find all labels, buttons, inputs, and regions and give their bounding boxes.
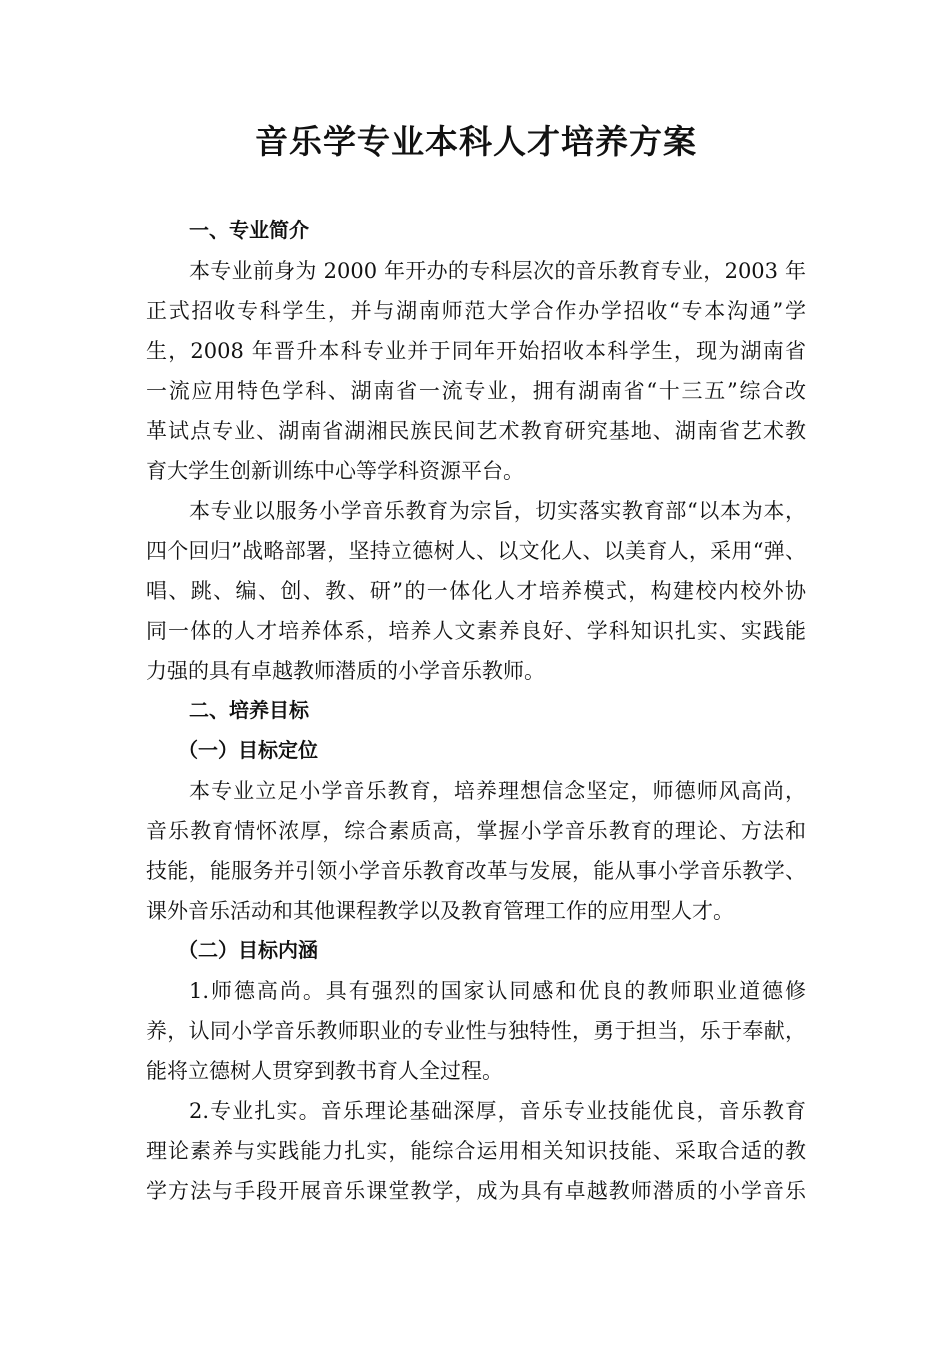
section-heading-intro: 一、专业简介 [189, 218, 309, 242]
paragraph-line: 革试点专业、湖南省湖湘民族民间艺术教育研究基地、湖南省艺术教 [146, 419, 806, 443]
paragraph-line: 音乐教育情怀浓厚，综合素质高，掌握小学音乐教育的理论、方法和 [146, 819, 806, 843]
paragraph-line: 本专业以服务小学音乐教育为宗旨，切实落实教育部“以本为本， [189, 499, 806, 523]
paragraph-line: 养，认同小学音乐教师职业的专业性与独特性，勇于担当，乐于奉献， [146, 1019, 806, 1043]
document-title: 音乐学专业本科人才培养方案 [255, 122, 697, 161]
paragraph-line: 一流应用特色学科、湖南省一流专业，拥有湖南省“十三五”综合改 [146, 379, 806, 403]
paragraph-line: 1.师德高尚。具有强烈的国家认同感和优良的教师职业道德修 [189, 979, 806, 1003]
paragraph-line: 唱、跳、编、创、教、研”的一体化人才培养模式，构建校内校外协 [146, 579, 806, 603]
subsection-heading-connotation: （二）目标内涵 [178, 938, 318, 962]
paragraph-line: 理论素养与实践能力扎实，能综合运用相关知识技能、采取合适的教 [146, 1139, 806, 1163]
paragraph-line: 课外音乐活动和其他课程教学以及教育管理工作的应用型人才。 [146, 899, 734, 923]
paragraph-line: 本专业前身为 2000 年开办的专科层次的音乐教育专业，2003 年 [189, 259, 806, 283]
paragraph-line: 技能，能服务并引领小学音乐教育改革与发展，能从事小学音乐教学、 [146, 859, 806, 883]
paragraph-line: 同一体的人才培养体系，培养人文素养良好、学科知识扎实、实践能 [146, 619, 806, 643]
paragraph-line: 能将立德树人贯穿到教书育人全过程。 [146, 1059, 503, 1083]
paragraph-line: 正式招收专科学生，并与湖南师范大学合作办学招收“专本沟通”学 [146, 299, 806, 323]
paragraph-line: 四个回归”战略部署，坚持立德树人、以文化人、以美育人，采用“弹、 [146, 539, 806, 563]
subsection-heading-positioning: （一）目标定位 [178, 738, 318, 762]
paragraph-line: 生，2008 年晋升本科专业并于同年开始招收本科学生，现为湖南省 [146, 339, 806, 363]
paragraph-line: 本专业立足小学音乐教育，培养理想信念坚定，师德师风高尚， [189, 779, 806, 803]
paragraph-line: 2.专业扎实。音乐理论基础深厚，音乐专业技能优良，音乐教育 [189, 1099, 806, 1123]
paragraph-line: 育大学生创新训练中心等学科资源平台。 [146, 459, 524, 483]
section-heading-goals: 二、培养目标 [189, 698, 309, 722]
paragraph-line: 力强的具有卓越教师潜质的小学音乐教师。 [146, 659, 545, 683]
paragraph-line: 学方法与手段开展音乐课堂教学，成为具有卓越教师潜质的小学音乐 [146, 1179, 806, 1203]
